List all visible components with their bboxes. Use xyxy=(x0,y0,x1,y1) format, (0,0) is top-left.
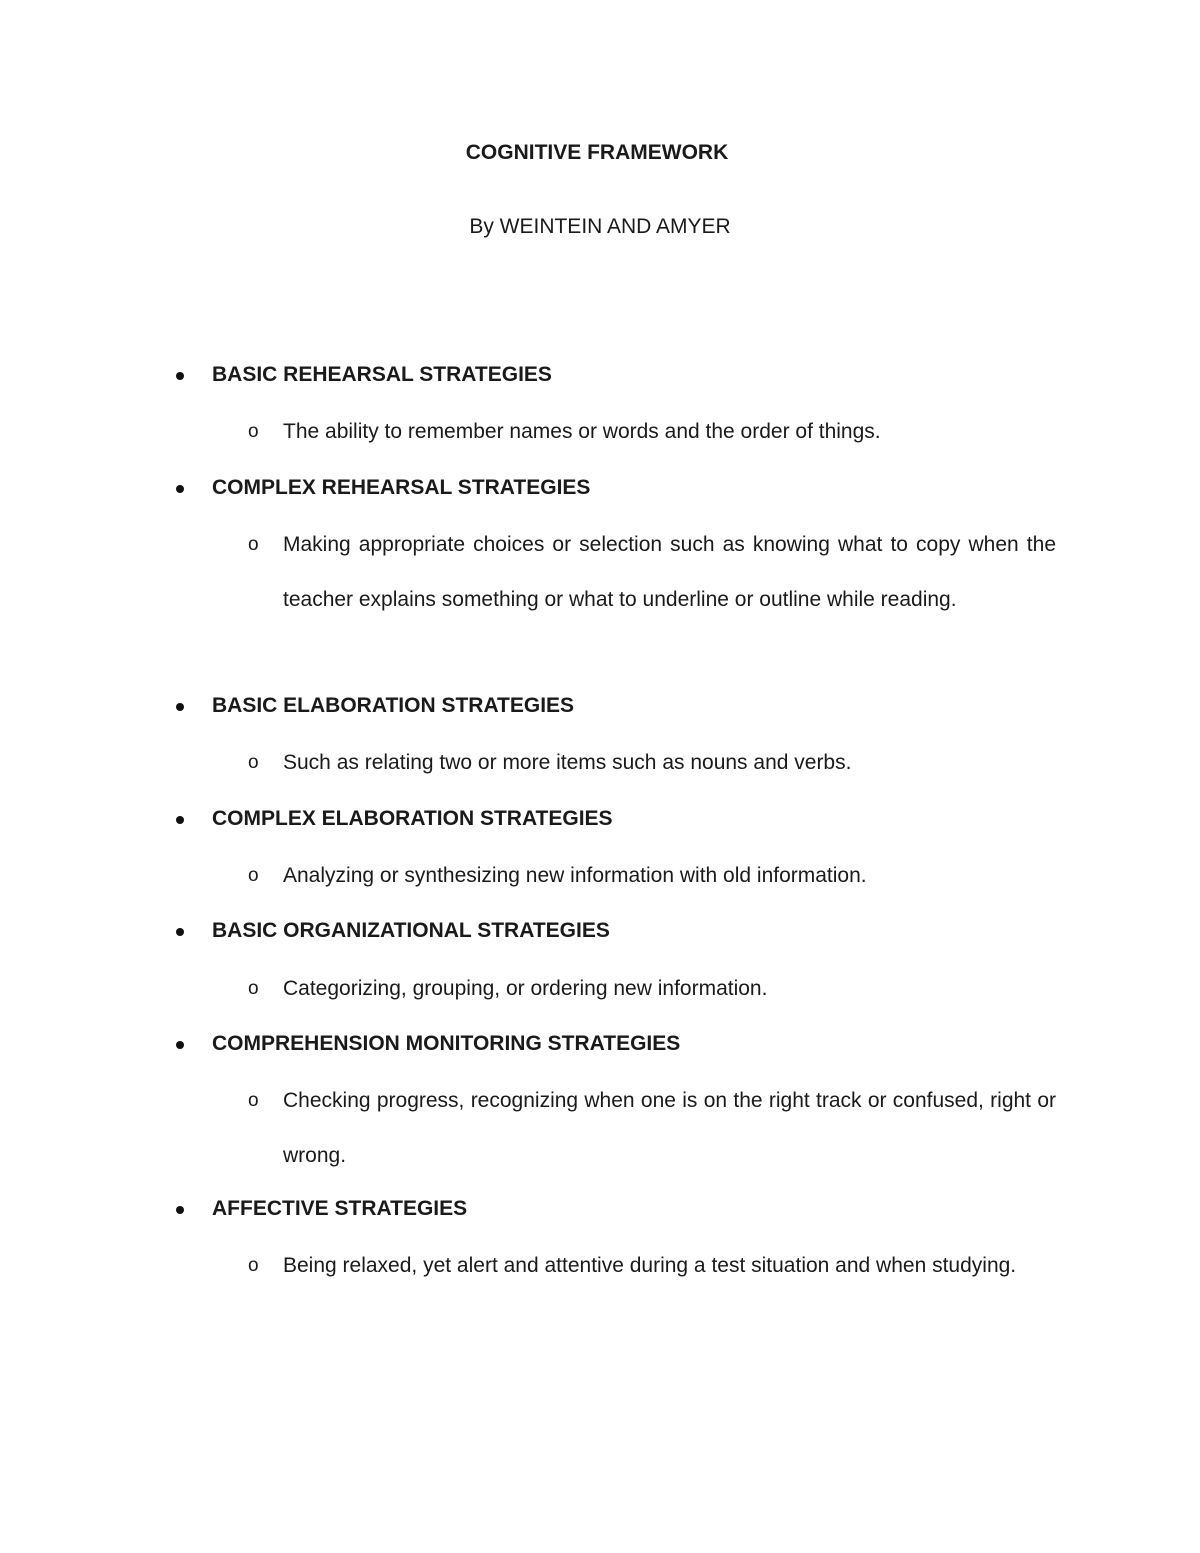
strategy-heading: BASIC ELABORATION STRATEGIES xyxy=(212,694,575,717)
bullet-icon xyxy=(176,1041,184,1049)
bullet-icon xyxy=(176,372,184,380)
document-title: COGNITIVE FRAMEWORK xyxy=(465,141,729,164)
bullet-icon xyxy=(176,703,184,711)
bullet-icon xyxy=(176,485,184,493)
strategy-description: Analyzing or synthesizing new information with old information. xyxy=(283,864,867,887)
strategy-heading: COMPLEX ELABORATION STRATEGIES xyxy=(212,807,613,830)
bullet-icon xyxy=(176,816,184,824)
sub-bullet-icon: o xyxy=(248,421,259,442)
strategy-description: Making appropriate choices or selection such as knowing what to copy when the teacher explains something or what to underline or outline while reading. xyxy=(283,533,1056,611)
strategy-heading: COMPREHENSION MONITORING STRATEGIES xyxy=(212,1032,681,1055)
strategy-description: Such as relating two or more items such as nouns and verbs. xyxy=(283,751,852,774)
document-subtitle: By WEINTEIN AND AMYER xyxy=(469,215,731,238)
strategy-heading: COMPLEX REHEARSAL STRATEGIES xyxy=(212,476,591,499)
bullet-icon xyxy=(176,1206,184,1214)
strategy-description: The ability to remember names or words and the order of things. xyxy=(283,420,881,443)
bullet-icon xyxy=(176,928,184,936)
sub-bullet-icon: o xyxy=(248,865,259,886)
sub-bullet-icon: o xyxy=(248,534,259,555)
sub-bullet-icon: o xyxy=(248,978,259,999)
strategy-description: Checking progress, recognizing when one is on the right track or confused, right or wrong. xyxy=(283,1089,1056,1167)
sub-bullet-icon: o xyxy=(248,752,259,773)
strategy-heading: BASIC REHEARSAL STRATEGIES xyxy=(212,363,552,386)
sub-bullet-icon: o xyxy=(248,1255,259,1276)
strategy-heading: AFFECTIVE STRATEGIES xyxy=(212,1197,468,1220)
strategy-heading: BASIC ORGANIZATIONAL STRATEGIES xyxy=(212,919,610,942)
strategy-description: Categorizing, grouping, or ordering new information. xyxy=(283,977,768,1000)
strategy-description: Being relaxed, yet alert and attentive during a test situation and when studying. xyxy=(283,1254,1017,1277)
sub-bullet-icon: o xyxy=(248,1090,259,1111)
